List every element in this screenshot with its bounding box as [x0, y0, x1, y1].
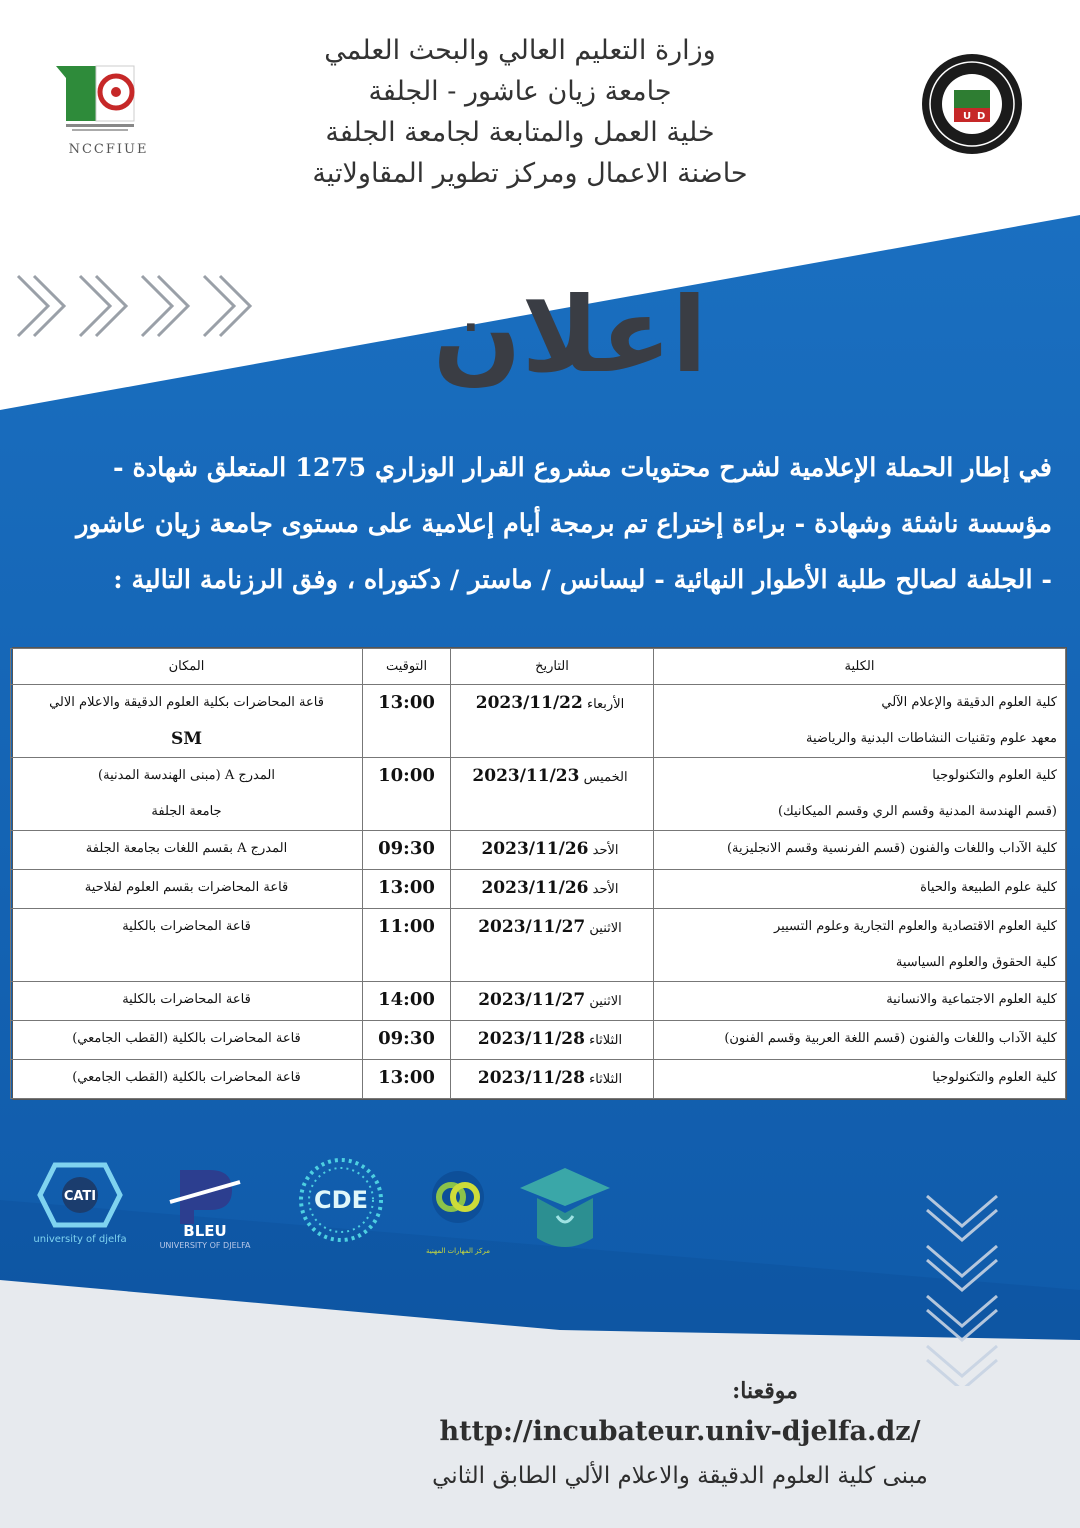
faculty-line-1: كلية العلوم الدقيقة والإعلام الآلي: [881, 695, 1057, 710]
time-cell: 14:00: [363, 982, 451, 1021]
date-value: 2023/11/27: [478, 990, 586, 1010]
intro-line-1: في إطار الحملة الإعلامية لشرح محتويات مشروع القرار الوزاري 1275 المتعلق شهادة -: [112, 453, 1052, 483]
table-row: [11, 1060, 1066, 1099]
cell-title: خلية العمل والمتابعة لجامعة الجلفة: [325, 117, 715, 148]
day-name: الأحد: [592, 882, 619, 897]
faculty-line-1: كلية العلوم الاجتماعية والانسانية: [886, 992, 1057, 1007]
graduation-cap-logo: [515, 1158, 615, 1258]
faculty-line-1: كلية الآداب واللغات والفنون (قسم اللغة العربية وقسم الفنون): [724, 1031, 1057, 1046]
cati-label: CATI: [63, 1189, 97, 1204]
place-line-1: قاعة المحاضرات بالكلية: [122, 919, 251, 934]
career-center-icon: [418, 1165, 498, 1260]
place-line-1: قاعة المحاضرات بقسم العلوم لفلاحية: [84, 880, 289, 895]
intro-paragraph: [30, 440, 1052, 608]
date-value: 2023/11/28: [477, 1068, 585, 1088]
date-cell: [451, 831, 654, 870]
day-name: الأربعاء: [586, 697, 625, 712]
faculty-line-1: كلية الآداب واللغات والفنون (قسم الفرنسية وقسم الانجليزية): [726, 841, 1057, 856]
place-line-1: المدرج A (مبنى الهندسة المدنية): [98, 768, 275, 783]
table-row: [11, 831, 1066, 870]
schedule-table: [12, 647, 1067, 1100]
university-seal-icon: [920, 52, 1024, 156]
faculty-cell: [654, 758, 1066, 831]
place-line-2: جامعة الجلفة: [151, 804, 222, 819]
faculty-line-1: كلية العلوم والتكنولوجيا: [932, 768, 1057, 783]
day-name: الأحد: [592, 843, 619, 858]
faculty-cell: [654, 870, 1066, 909]
bleu-label: BLEU: [183, 1222, 227, 1240]
nccfiue-caption: NCCFIUE: [68, 142, 149, 157]
partner-logos: [20, 1150, 640, 1260]
incubator-title: حاضنة الاعمال ومركز تطوير المقاولاتية: [312, 158, 748, 189]
date-cell: [451, 982, 654, 1021]
place-line-1: قاعة المحاضرات بالكلية: [122, 992, 251, 1007]
time-cell: 13:00: [363, 870, 451, 909]
faculty-line-2: كلية الحقوق والعلوم السياسية: [895, 955, 1057, 970]
time-cell: 09:30: [363, 831, 451, 870]
ministry-title: وزارة التعليم العالي والبحث العلمي: [324, 35, 716, 66]
place-line-1: المدرج A بقسم اللغات بجامعة الجلفة: [85, 841, 288, 856]
day-name: الثلاثاء: [589, 1033, 623, 1048]
faculty-line-1: كلية علوم الطبيعة والحياة: [920, 880, 1057, 895]
announcement-title: اعلان: [432, 274, 708, 396]
cati-logo: [25, 1155, 135, 1245]
day-name: الثلاثاء: [589, 1072, 623, 1087]
day-name: الاثنين: [589, 921, 622, 936]
place-cell: [11, 1060, 363, 1099]
place-cell: [11, 982, 363, 1021]
table-row: [11, 982, 1066, 1021]
faculty-line-2: (قسم الهندسة المدنية وقسم الري وقسم الميكانيك): [777, 804, 1057, 819]
table-header-row: [11, 649, 1066, 685]
date-value: 2023/11/26: [481, 878, 589, 898]
nccfiue-icon: [56, 58, 161, 138]
place-cell: [11, 1021, 363, 1060]
time-cell: 13:00: [363, 1060, 451, 1099]
faculty-cell: [654, 685, 1066, 758]
career-caption: مركز المهارات المهنية: [426, 1247, 490, 1255]
header-place: المكان: [11, 649, 363, 685]
nccfiue-logo: [56, 58, 161, 158]
intro-line-3: - الجلفة لصالح طلبة الأطوار النهائية - ليسانس / ماستر / دكتوراه ، وفق الرزنامة التالية :: [113, 565, 1052, 595]
cde-icon: [286, 1155, 396, 1245]
cati-icon: [25, 1155, 135, 1245]
chevrons-decoration-icon: [12, 266, 272, 346]
graduation-cap-icon: [515, 1158, 615, 1258]
day-name: الاثنين: [589, 994, 622, 1009]
place-line-2: SM: [170, 729, 203, 749]
day-name: الخميس: [583, 770, 628, 785]
date-value: 2023/11/26: [481, 839, 589, 859]
header-faculty: الكلية: [654, 649, 1066, 685]
place-cell: [11, 758, 363, 831]
bleu-icon: [150, 1162, 260, 1252]
faculty-cell: [654, 1060, 1066, 1099]
table-row: [11, 909, 1066, 982]
website-url[interactable]: http://incubateur.univ-djelfa.dz/: [439, 1416, 921, 1447]
place-line-1: قاعة المحاضرات بالكلية (القطب الجامعي): [72, 1031, 301, 1046]
date-value: 2023/11/23: [472, 766, 580, 786]
faculty-cell: [654, 909, 1066, 982]
bleu-logo: [150, 1162, 260, 1252]
time-cell: 09:30: [363, 1021, 451, 1060]
date-value: 2023/11/28: [477, 1029, 585, 1049]
svg-text:U: U: [963, 111, 972, 122]
cde-label: CDE: [314, 1186, 368, 1214]
place-cell: [11, 831, 363, 870]
table-row: [11, 685, 1066, 758]
website-label: موقعنا:: [732, 1378, 798, 1404]
date-cell: [451, 685, 654, 758]
faculty-line-1: كلية العلوم والتكنولوجيا: [932, 1070, 1057, 1085]
cde-logo: [286, 1155, 396, 1245]
time-cell: 10:00: [363, 758, 451, 831]
intro-line-2: مؤسسة ناشئة وشهادة - براءة إختراع تم برمجة أيام إعلامية على مستوى جامعة زيان عاشور: [76, 509, 1052, 539]
table-row: [11, 870, 1066, 909]
faculty-line-1: كلية العلوم الاقتصادية والعلوم التجارية وعلوم التسيير: [774, 919, 1057, 934]
time-cell: 13:00: [363, 685, 451, 758]
date-cell: [451, 1060, 654, 1099]
place-cell: [11, 909, 363, 982]
university-seal-logo: [920, 52, 1024, 156]
place-line-1: قاعة المحاضرات بالكلية (القطب الجامعي): [72, 1070, 301, 1085]
date-cell: [451, 870, 654, 909]
place-cell: [11, 870, 363, 909]
faculty-cell: [654, 982, 1066, 1021]
date-cell: [451, 909, 654, 982]
cati-subtitle: university of djelfa: [33, 1234, 127, 1245]
header-titles: [290, 30, 750, 194]
faculty-cell: [654, 1021, 1066, 1060]
place-line-1: قاعة المحاضرات بكلية العلوم الدقيقة والاعلام الالي: [49, 695, 324, 710]
date-value: 2023/11/27: [478, 917, 586, 937]
svg-text:D: D: [977, 111, 986, 122]
date-cell: [451, 758, 654, 831]
chevrons-down-decoration-icon: [922, 1186, 1002, 1386]
address: مبنى كلية العلوم الدقيقة والاعلام الألي الطابق الثاني: [432, 1463, 928, 1489]
table-row: [11, 758, 1066, 831]
header-date: التاريخ: [451, 649, 654, 685]
career-center-logo: [418, 1165, 498, 1255]
university-title: جامعة زيان عاشور - الجلفة: [368, 76, 672, 107]
time-cell: 11:00: [363, 909, 451, 982]
header-time: التوقيت: [363, 649, 451, 685]
table-row: [11, 1021, 1066, 1060]
place-cell: [11, 685, 363, 758]
date-cell: [451, 1021, 654, 1060]
footer: [380, 1372, 980, 1498]
faculty-cell: [654, 831, 1066, 870]
faculty-line-2: معهد علوم وتقنيات النشاطات البدنية والرياضية: [805, 731, 1057, 746]
date-value: 2023/11/22: [475, 693, 583, 713]
bleu-subtitle: UNIVERSITY OF DJELFA: [159, 1241, 251, 1250]
